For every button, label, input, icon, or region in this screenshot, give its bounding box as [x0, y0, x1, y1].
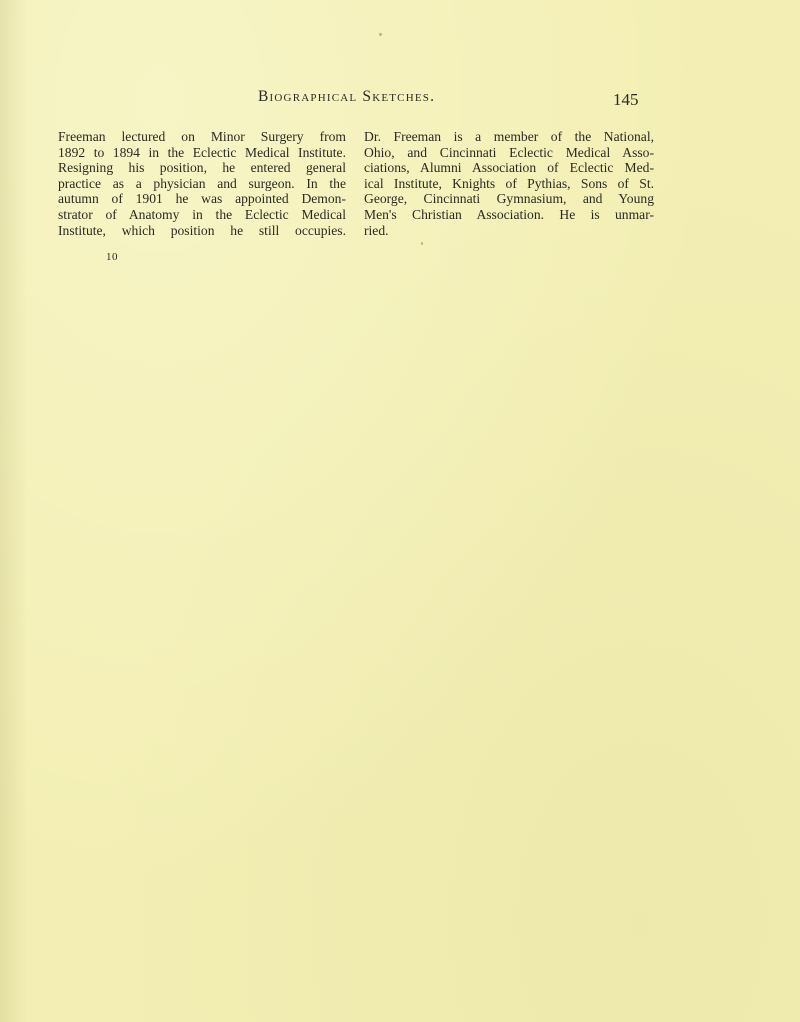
text-line: Freeman lectured on Minor Surgery from — [58, 129, 346, 144]
text-line: practice as a physician and surgeon. In the — [58, 175, 346, 191]
text-line: strator of Anatomy in the Eclectic Medical — [58, 206, 346, 222]
paper-speck — [421, 242, 423, 245]
text-line: ical Institute, Knights of Pythias, Sons of St. — [364, 175, 654, 191]
text-line: Ohio, and Cincinnati Eclectic Medical Asso- — [364, 144, 654, 160]
left-column — [58, 129, 346, 238]
running-head — [0, 88, 800, 112]
text-line: George, Cincinnati Gymnasium, and Young — [364, 191, 654, 207]
text-line: ried. — [364, 222, 389, 238]
text-line: 1892 to 1894 in the Eclectic Medical Institute. — [58, 144, 346, 160]
text-line: autumn of 1901 he was appointed Demon- — [58, 191, 346, 207]
text-line: Institute, which position he still occupies. — [58, 222, 346, 238]
text-line: ciations, Alumni Association of Eclectic Med- — [364, 160, 654, 176]
text-line: Men's Christian Association. He is unmar- — [364, 206, 654, 222]
running-title: Biographical Sketches. — [258, 88, 436, 105]
page-number: 145 — [613, 90, 639, 109]
signature-mark: 10 — [106, 251, 118, 263]
right-column — [364, 129, 654, 238]
binding-shadow — [0, 0, 28, 1022]
text-line: Resigning his position, he entered general — [58, 160, 346, 176]
text-line: Dr. Freeman is a member of the National, — [364, 129, 654, 144]
paper-speck — [379, 33, 382, 36]
